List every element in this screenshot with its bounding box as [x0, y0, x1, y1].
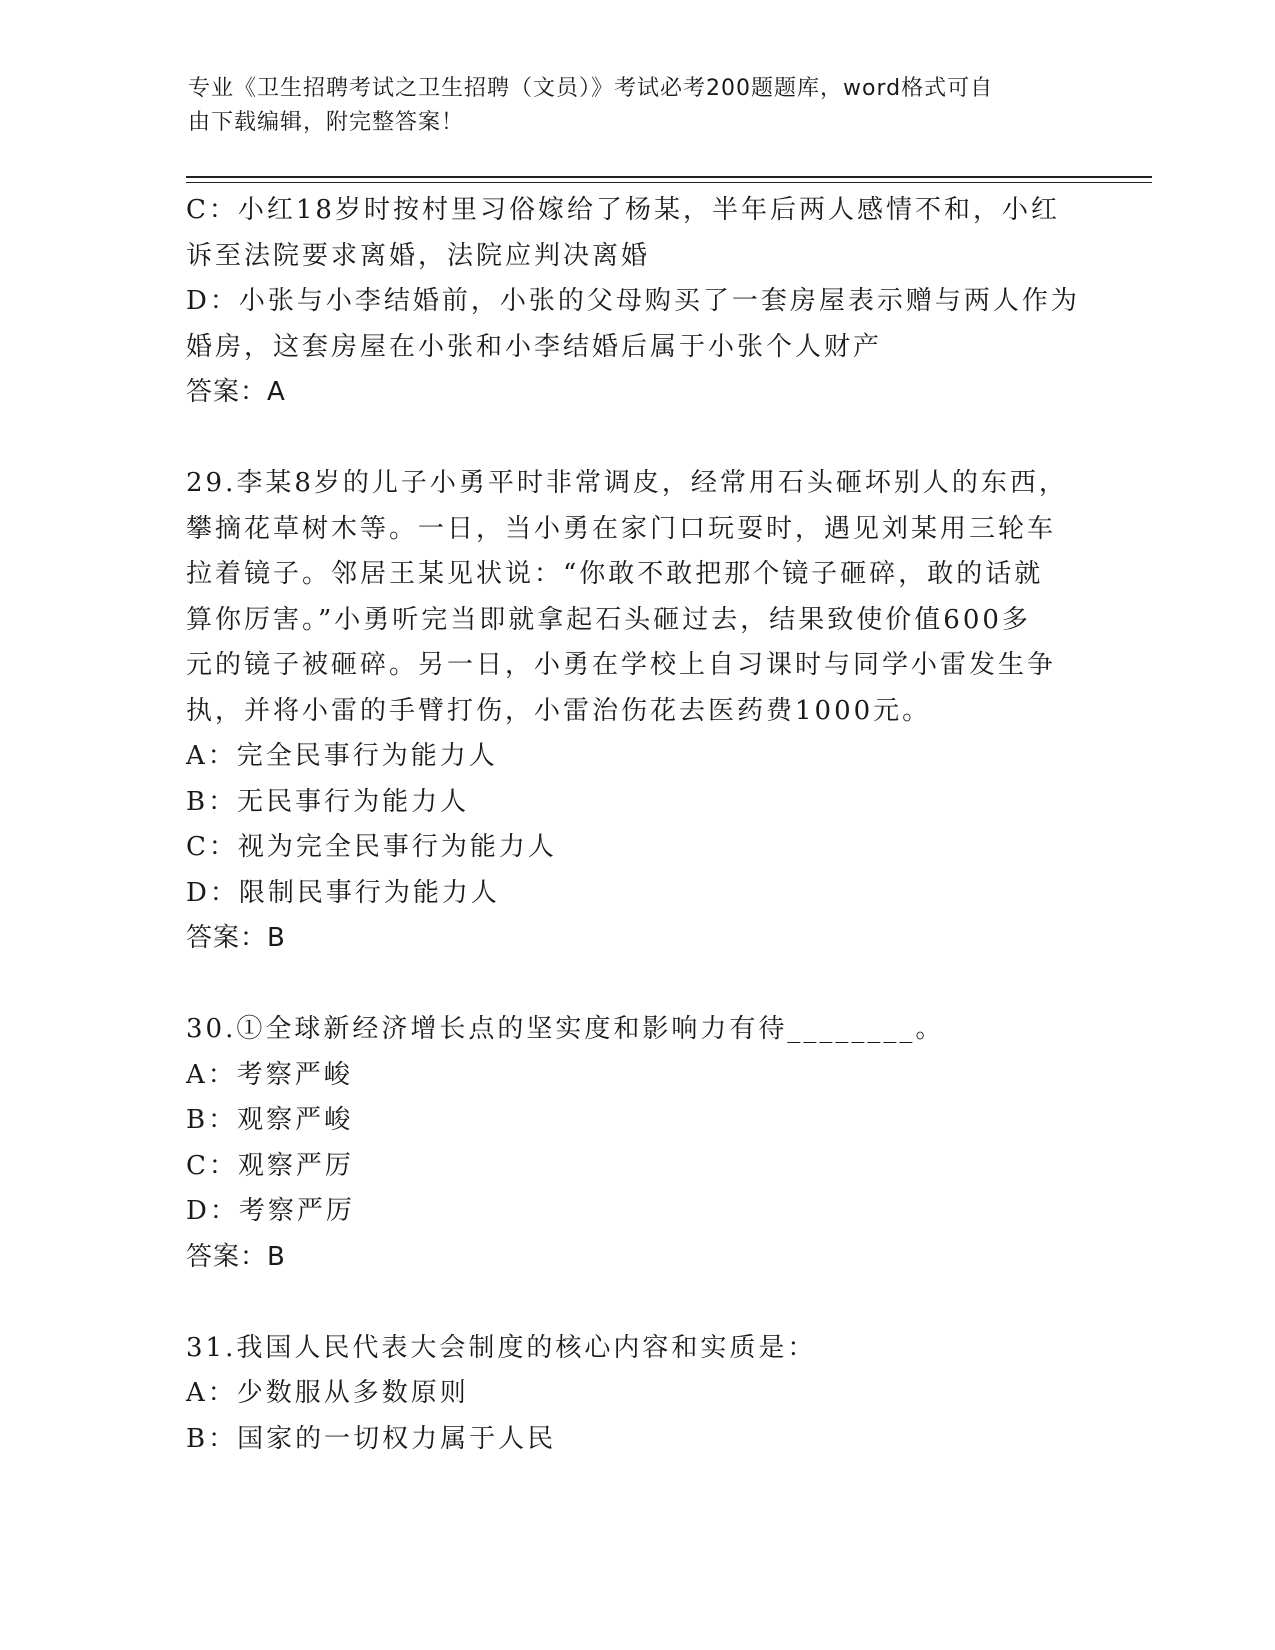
question-31 — [186, 1326, 1086, 1463]
option-d: D：考察严厉 — [186, 1196, 355, 1226]
option-d-line-2: 婚房，这套房屋在小张和小李结婚后属于小张个人财产 — [186, 331, 883, 362]
question-content — [186, 188, 1086, 1462]
option-c-line-2: 诉至法院要求离婚，法院应判决离婚 — [186, 240, 651, 271]
question-28-tail — [186, 188, 1086, 416]
answer-30: 答案：B — [186, 1241, 286, 1272]
question-29-stem-line: 元的镜子被砸碎。另一日，小勇在学校上自习课时与同学小雷发生争 — [186, 650, 1057, 680]
question-30-stem: 30.①全球新经济增长点的坚实度和影响力有待________。 — [186, 1014, 945, 1044]
question-31-stem: 31.我国人民代表大会制度的核心内容和实质是： — [186, 1332, 817, 1363]
header-line-2: 由下载编辑，附完整答案！ — [188, 110, 465, 135]
header-divider-thin — [186, 182, 1152, 183]
spacer — [186, 962, 1086, 1008]
answer-29: 答案：B — [186, 923, 286, 953]
option-c: C：观察严厉 — [186, 1150, 354, 1181]
header-line-1: 专业《卫生招聘考试之卫生招聘（文员）》考试必考200题题库，word格式可自 — [188, 76, 994, 101]
option-b: B：观察严峻 — [186, 1105, 354, 1135]
option-b: B：国家的一切权力属于人民 — [186, 1423, 557, 1454]
option-c: C：视为完全民事行为能力人 — [186, 832, 557, 862]
header-divider-thick — [186, 176, 1152, 178]
answer-28: 答案：A — [186, 377, 286, 407]
question-29-stem-line: 执，并将小雷的手臂打伤，小雷治伤花去医药费1000元。 — [186, 695, 932, 726]
spacer — [186, 416, 1086, 462]
spacer — [186, 1280, 1086, 1326]
question-29-stem-line: 算你厉害。”小勇听完当即就拿起石头砸过去，结果致使价值600多 — [186, 604, 1031, 635]
question-29 — [186, 461, 1086, 962]
document-header — [188, 72, 1068, 140]
option-a: A：完全民事行为能力人 — [186, 741, 498, 771]
option-d-line-1: D：小张与小李结婚前，小张的父母购买了一套房屋表示赠与两人作为 — [186, 286, 1080, 316]
option-b: B：无民事行为能力人 — [186, 786, 470, 817]
option-a: A：考察严峻 — [186, 1059, 353, 1090]
option-a: A：少数服从多数原则 — [186, 1378, 469, 1408]
question-29-stem-line: 29.李某8岁的儿子小勇平时非常调皮，经常用石头砸坏别人的东西， — [186, 468, 1068, 498]
question-29-stem-line: 拉着镜子。邻居王某见状说：“你敢不敢把那个镜子砸碎，敢的话就 — [186, 559, 1044, 589]
question-29-stem-line: 攀摘花草树木等。一日，当小勇在家门口玩耍时，遇见刘某用三轮车 — [186, 513, 1057, 544]
option-d: D：限制民事行为能力人 — [186, 877, 500, 908]
question-30 — [186, 1007, 1086, 1280]
option-c-line-1: C：小红18岁时按村里习俗嫁给了杨某，半年后两人感情不和，小红 — [186, 195, 1060, 225]
